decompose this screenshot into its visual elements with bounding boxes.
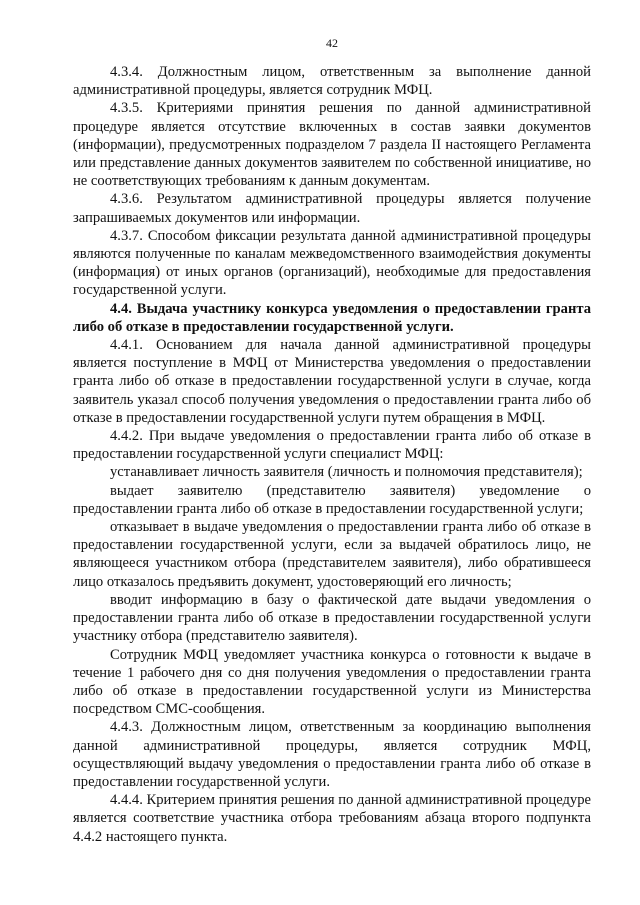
paragraph-4-4-4: 4.4.4. Критерием принятия решения по данной административной процедуре является соответствие участника отбора требованиям абзаца второго подпункта 4.4.2 настоящего пункта. — [73, 792, 591, 845]
list-item-issue-notice: выдает заявителю (представителю заявителя) уведомление о предоставлении гранта либо об отказе в предоставлении государственной услуги; — [73, 482, 591, 517]
list-item-database-entry: вводит информацию в базу о фактической дате выдачи уведомления о предоставлении гранта либо об отказе в предоставлении государственной услуги участнику отбора (представителю заявителя). — [73, 591, 591, 645]
section-heading-4-4: 4.4. Выдача участнику конкурса уведомления о предоставлении гранта либо об отказе в предоставлении государственной услуги. — [73, 300, 591, 335]
paragraph-4-4-1: 4.4.1. Основанием для начала данной административной процедуры является поступление в МФЦ от Министерства уведомления о предоставлении гранта либо об отказе в предоставлении государственной услуги в случае, когда заявитель указал способ получения уведомления о предоставлении гранта либо об отказе в предоставлении государственной услуги путем обращения в МФЦ. — [73, 337, 591, 426]
paragraph-4-4-2: 4.4.2. При выдаче уведомления о предоставлении гранта либо об отказе в предоставлении государственной услуги специалист МФЦ: — [73, 428, 591, 463]
paragraph-4-3-5: 4.3.5. Критериями принятия решения по данной административной процедуре является отсутствие включенных в состав заявки документов (информации), предусмотренных подразделом 7 раздела II настоящего Регламента или представление данных документов заявителем по собственной инициативе, но не соответствующих требованиям к данным документам. — [73, 100, 591, 190]
paragraph-4-4-3: 4.4.3. Должностным лицом, ответственным за координацию выполнения данной административной процедуры, является сотрудник МФЦ, осуществляющий выдачу уведомления о предоставлении гранта либо об отказе в предоставлении государственной услуги. — [73, 719, 591, 790]
list-item-refusal: отказывает в выдаче уведомления о предоставлении гранта либо об отказе в предоставлении государственной услуги, если за выдачей обратилось лицо, не являющееся участником отбора (представителем заявителя), либо обратившееся лицо отказалось предъявить документ, удостоверяющий его личность; — [73, 519, 591, 590]
document-body — [73, 63, 591, 846]
paragraph-4-3-7: 4.3.7. Способом фиксации результата данной административной процедуры являются полученные по каналам межведомственного взаимодействия документы (информация) от иных органов (организаций), необходимые для предоставления государственной услуги. — [73, 227, 591, 299]
list-item-identity-check: устанавливает личность заявителя (личность и полномочия представителя); — [110, 464, 583, 481]
paragraph-4-3-6: 4.3.6. Результатом административной процедуры является получение запрашиваемых документов или информации. — [73, 191, 591, 226]
paragraph-sms-notification: Сотрудник МФЦ уведомляет участника конкурса о готовности к выдаче в течение 1 рабочего дня со дня получения уведомления о предоставлении гранта либо об отказе в предоставлении государственной услуги из Министерства посредством СМС-сообщения. — [73, 646, 591, 718]
page-number: 42 — [326, 36, 338, 50]
paragraph-4-3-4: 4.3.4. Должностным лицом, ответственным за выполнение данной административной процедуры, является сотрудник МФЦ. — [73, 64, 591, 99]
